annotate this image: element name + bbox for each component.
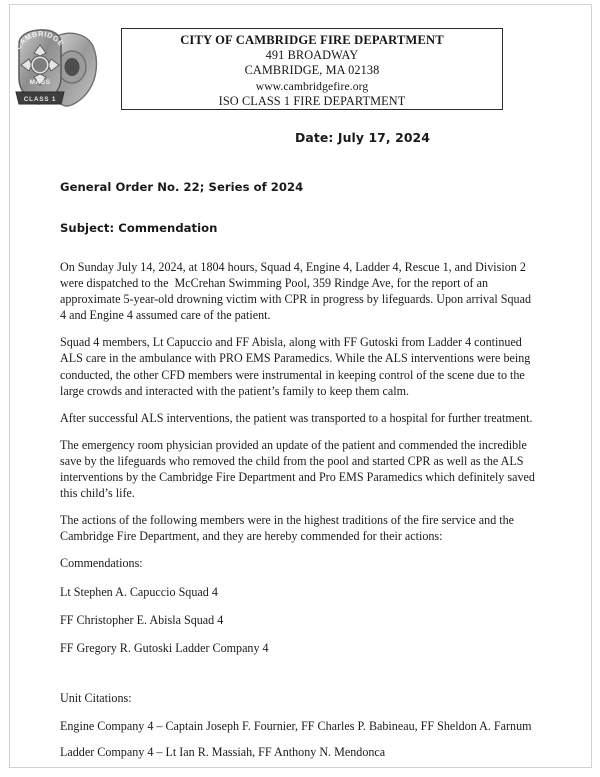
iso-class-line: ISO CLASS 1 FIRE DEPARTMENT xyxy=(218,93,406,108)
website-url: www.cambridgefire.org xyxy=(255,79,369,93)
body-paragraph: On Sunday July 14, 2024, at 1804 hours, Squad 4, Engine 4, Ladder 4, Rescue 1, and Division 2 were dispatched to the McCrehan Swimming Pool, 359 Rindge Ave, for the report of an approximate 5-year-old drowning victim with CPR in progress by lifeguards. Upon arrival Squad 4 and Engine 4 assumed care of the patient. xyxy=(60,260,535,323)
letterhead-address-box xyxy=(121,28,503,110)
document-subject: Subject: Commendation xyxy=(60,221,218,235)
commendation-member: FF Gregory R. Gutoski Ladder Company 4 xyxy=(60,640,269,655)
document-date: Date: July 17, 2024 xyxy=(295,130,430,145)
body-paragraph: Squad 4 members, Lt Capuccio and FF Abisla, along with FF Gutoski from Ladder 4 continued ALS care in the ambulance with PRO EMS Paramedics. While the ALS interventions were being conducted, the other CFD members were instrumental in keeping control of the scene due to the large crowds and interacted with the patient’s family to keep them calm. xyxy=(60,335,534,398)
general-order-number: General Order No. 22; Series of 2024 xyxy=(60,180,304,194)
section-spacer xyxy=(60,668,538,690)
letterhead xyxy=(0,16,600,120)
body-paragraph: The actions of the following members were in the highest traditions of the fire service and the Cambridge Fire Department, and they are hereby commended for their actions: xyxy=(60,513,518,544)
unit-citation-entry: Engine Company 4 – Captain Joseph F. Fournier, FF Charles P. Babineau, FF Sheldon A. Farnum xyxy=(60,718,532,733)
svg-text:CAMBRIDGE: CAMBRIDGE xyxy=(13,29,66,51)
svg-text:CLASS 1: CLASS 1 xyxy=(23,96,57,103)
svg-text:MASS: MASS xyxy=(29,79,51,86)
commendation-member: FF Christopher E. Abisla Squad 4 xyxy=(60,612,224,627)
body-paragraph: The emergency room physician provided an update of the patient and commended the incredible save by the lifeguards who removed the child from the pool and started CPR as well as the ALS interventions by the Cambridge Fire Department and Pro EMS Paramedics which definitely saved this child’s life. xyxy=(60,437,538,501)
commendations-label: Commendations: xyxy=(60,556,143,571)
cambridge-fire-department-badge-icon xyxy=(9,22,101,118)
commendation-member: Lt Stephen A. Capuccio Squad 4 xyxy=(60,584,218,599)
unit-citations-label: Unit Citations: xyxy=(60,690,132,705)
body-paragraph: After successful ALS interventions, the patient was transported to a hospital for further treatment. xyxy=(60,410,533,425)
department-name: CITY OF CAMBRIDGE FIRE DEPARTMENT xyxy=(180,33,444,47)
street-address: 491 BROADWAY xyxy=(265,48,359,63)
unit-citation-entry: Ladder Company 4 – Lt Ian R. Massiah, FF Anthony N. Mendonca xyxy=(60,744,386,759)
city-state-zip: CAMBRIDGE, MA 02138 xyxy=(244,63,380,78)
document-body xyxy=(60,259,538,770)
